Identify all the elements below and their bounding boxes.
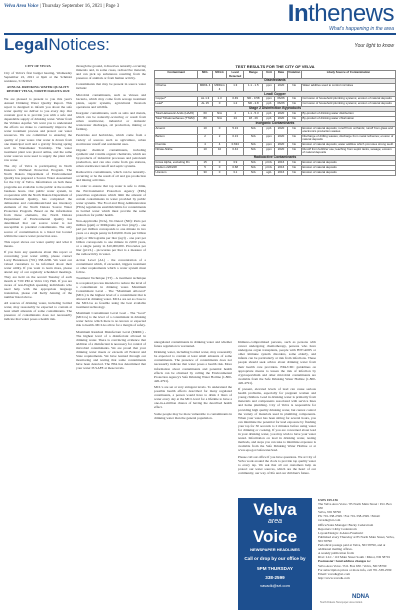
table-cell: 18 - 29: [244, 116, 263, 121]
col1-paragraph: If you have any questions about this report or concerning your water utility, please contact Larry Henderson (701) 338-2206. We want our valued customers to be informed about their water utility. If you want to learn more, please attend any of our regularly scheduled meetings. They are held on the second Tuesday of each month at 7:00 PM at Velva City Hall. If you are aware of non-English speaking individuals who need help with the appropriate language translation, please call Kelly Jenning of the number listed above.: [4, 249, 72, 299]
col2-paragraph: Inorganic contaminants, such as salts and metals, which can be naturally-occurring or result from urban stormwater, industrial or domestic wastewater discharges, oil production, mining or farming.: [76, 110, 146, 132]
col-header: MCL: [198, 71, 212, 79]
table-cell: AL 1.3: [198, 97, 212, 102]
table-cell: MRDLG 4: [214, 83, 225, 91]
usps-line: Velva, ND 58790: [318, 510, 341, 515]
table-cell: 4: [227, 111, 244, 116]
your-light-tagline: Your light to know: [354, 43, 394, 49]
usps-line: Velva Area Voice / P.O. Box 630 / Velva, ND 58790: [318, 563, 387, 568]
test-results-table: [154, 70, 396, 176]
ad-velva: Velva: [253, 500, 297, 519]
section-label: Lead/ Copper: [155, 92, 396, 97]
table-cell: Water additive used to control microbes: [301, 84, 395, 92]
table-row: [155, 126, 396, 134]
table-cell: ppm: [263, 84, 275, 92]
usps-line: Reporters: Libby Cederstrom: [318, 526, 357, 531]
col-header: Date: [275, 71, 287, 79]
section-masthead: [288, 0, 394, 28]
table-cell: ppb: [263, 126, 275, 134]
section-label: Inorganic Contaminants: [155, 121, 396, 126]
table-cell: ND - 2.8: [244, 102, 263, 107]
table-cell: N/A: [244, 147, 263, 155]
table-cell: N/A: [244, 126, 263, 134]
table-cell: 1.1 - 5.3: [244, 111, 263, 116]
table-cell: No: [287, 111, 301, 116]
table-cell: Erosion of natural deposits; runoff from orchards; runoff from glass and electronics production wastes: [301, 126, 395, 134]
table-row: [155, 84, 396, 92]
usps-line: Office/Sales Manager: Becky Cederstrom: [318, 522, 374, 527]
col1-paragraph: The city of Velva is participating in North Dakota's Wellhead Protection Program. The North Dakota Department of Environmental Quality has prepared a Source Water Assessment for the City of Velva. Information on both these programs are available to the public at the normal business hours. Our public water system, in cooperation with the North Dakota Department of Environmental Quality, has completed the delineation and contaminant/land use inventory elements of the North Dakota Source Water Protection Program. Based on the information from these elements, the North Dakota Department of Environmental Quality has determined that our source water is not susceptible to potential contaminants. The only source of contamination is a listed but located within the source water protection area.: [4, 164, 72, 238]
table-cell: No: [287, 97, 301, 102]
ad-phone: 338-2599: [265, 575, 285, 580]
table-cell: 0: [212, 102, 226, 107]
table-cell: No: [287, 165, 301, 170]
table-cell: 0.68: [227, 165, 244, 170]
table-cell: 1.2: [227, 102, 244, 107]
table-cell: Uranium: [155, 170, 198, 175]
usps-line: RGC LLC / 110 Main Street South / Minot, ND 58701: [318, 555, 391, 560]
table-cell: ppm: [263, 142, 275, 147]
table-cell: Gross Alpha, excluding Rn: [155, 160, 198, 165]
page-header: [0, 0, 400, 32]
col-header: Likely Source of Contamination: [301, 71, 395, 79]
table-cell: Corrosion of household plumbing systems; erosion of natural deposits: [301, 102, 395, 107]
table-cell: 30: [198, 170, 212, 175]
table-cell: Corrosion of household plumbing systems; erosion of natural deposits: [301, 97, 395, 102]
table-cell: 24: [227, 116, 244, 121]
usps-line: Published every Thursday at 85 North Main Street, Velva, ND 58790: [318, 534, 395, 543]
column-2: [76, 64, 146, 610]
table-cell: N/A: [244, 142, 263, 147]
table-cell: 0: [212, 126, 226, 134]
test-results-table-wrap: [154, 64, 396, 336]
table-cell: ppm: [263, 134, 275, 142]
usps-line[interactable]: Email: vavadk@srt.com: [318, 571, 350, 576]
table-cell: 0: [212, 165, 226, 170]
usps-line: Ph: 701-338-2599 / Fax 701-338-2599 / Email: vavadk@srt.com: [318, 514, 381, 523]
table-cell: By-product of drinking water chlorination: [301, 116, 395, 121]
col3-paragraph: MCL's are set at very stringent levels. To understand the possible health effects described for many regulated constituents, a person would have to drink 2 liters of water every day at the MCL level for a lifetime to have a one-in-a-million chance of having the described health effect.: [154, 384, 232, 410]
notices-word: Notices:: [48, 35, 110, 54]
col3-paragraph: Some people may be more vulnerable to contaminants in drinking water than the general population.: [154, 411, 232, 420]
table-cell: Barium: [155, 134, 198, 142]
column-4: [238, 340, 316, 495]
table-cell: pCi/L: [263, 165, 275, 170]
table-row: [155, 147, 396, 155]
table-cell: 2016: [275, 160, 287, 165]
ad-area: area: [267, 518, 282, 525]
table-cell: 2: [212, 134, 226, 142]
col1-paragraph: This report shows our water quality and what it means.: [4, 239, 72, 248]
table-cell: 2020: [275, 84, 287, 92]
table-cell: Total Trihalomethanes (TTHM): [155, 116, 198, 121]
col2-paragraph: Treatment Technique (TT) - A treatment technique is a required process intended to reduce the level of a contaminant in drinking water. Maximum Contaminant Level - The "Maximum Allowed" (MCL) is the highest level of a contaminant that is allowed in drinking water. MCLs are set as close to the MCLGs as feasible using the best available treatment technology.: [76, 276, 146, 310]
ad-deadline: 5PM THURSDAY: [257, 565, 293, 571]
table-cell: Erosion of natural deposits: [301, 160, 395, 165]
table-cell: Chlorine: [155, 84, 198, 92]
table-cell: Copper*: [155, 97, 198, 102]
table-cell: Erosion of natural deposits: [301, 170, 395, 175]
column-1: [4, 64, 72, 610]
usps-line[interactable]: http://www.vavadk.com: [318, 575, 350, 580]
table-cell: 0.44: [227, 147, 244, 155]
table-cell: Fluoride: [155, 142, 198, 147]
col2-paragraph: Non-Applicable (N/A), No Detect (ND): Parts per million (ppm) or Milligrams per liter (mg/l) - one part per million corresponds to one minute in two years or a single penny in $10,000. Parts per billion (ppb) or Micrograms per liter (ug/l) - one part per billion corresponds to one minute in 2,000 years, or a single penny in $10,000,000. Picocuries per liter (pCi/L) - picocuries per liter is a measure of the radioactivity in water.: [76, 219, 146, 256]
table-cell: N/A: [212, 116, 226, 121]
section-label: Disinfectants: [155, 79, 396, 84]
col3-paragraph: unregulated contaminants in drinking water and whether future regulation is warranted.: [154, 340, 232, 349]
table-cell: 2020: [275, 142, 287, 147]
table-cell: Runoff from fertilizer use; leaching from septic tanks, sewage; erosion of natural deposits: [301, 147, 395, 155]
table-cell: 2: [198, 134, 212, 142]
table-cell: 2020: [275, 134, 287, 142]
col2-paragraph: In order to ensure that tap water is safe to drink, the Environmental Protection Agency (EPA) prescribes regulations which limit the amount of certain contaminants in water provided by public water systems. The Food and Drug Administration (FDA) regulations establish limits for contaminants in bottled water which must provide the same protection for public health.: [76, 184, 146, 218]
table-cell: 5: [198, 165, 212, 170]
table-cell: Nitrate-Nitrite: [155, 147, 198, 155]
usps-line: USPS 019-156: [318, 498, 338, 502]
col-header: Violation: [287, 71, 301, 79]
table-cell: ug/L: [263, 170, 275, 175]
section-label: Radioactive Contaminants: [155, 155, 396, 160]
table-cell: No: [287, 126, 301, 134]
table-cell: Arsenic: [155, 126, 198, 134]
table-cell: N/A: [244, 165, 263, 170]
col-header: Contaminant: [155, 71, 198, 79]
col1-paragraph: We are pleased to present to you this year's Annual Drinking Water Quality Report. This report is designed to inform you about the safe water quality we deliver to you every day. Our constant goal is to provide you with a safe and dependable supply of drinking water. Water from the Voltaire Aquifer. We want you to understand the efforts we make to continually improve the water treatment process and protect our water resources. We are committed to ensuring the quality of your water. Our water is drawn from one municipal well and a gravity flowing spring well in Wanamaker Township. The water treatment plant was placed online, and the same water sources were used to supply the plant with raw water.: [4, 96, 72, 162]
table-cell: 4: [212, 142, 226, 147]
table-cell: 80: [198, 116, 212, 121]
col2-paragraph: Action Level (AL) - the concentration of a contaminant which, if exceeded, triggers treatment or other requirements which a water system must follow.: [76, 258, 146, 275]
paper-name: Velva Area Voice: [4, 4, 39, 9]
date-line: Velva Area Voice | Thursday September 16, 2021 | Page 3: [4, 4, 120, 9]
table-cell: ppm: [263, 97, 275, 102]
table-cell: No: [287, 147, 301, 155]
col3-paragraph: Drinking water, including bottled water, may reasonably be expected to contain at least small amounts of some contaminants. The presence of contaminants does not necessarily indicate that water poses a health risk. More information about contaminants and potential health effects can be obtained by calling the Environmental Protection Agency's Safe Drinking Water Hotline (1-800-426-4791).: [154, 350, 232, 383]
col-header: Unit: [263, 71, 275, 79]
col4-paragraph: If present, elevated levels of lead can cause serious health problems, especially for pregnant women and young children. Lead in drinking water is primarily from materials and components associated with service lines and home plumbing. City of Velva is responsible for providing high quality drinking water, but cannot control the variety of materials used in plumbing components. When your water has been sitting for several hours, you can minimize the potential for lead exposure by flushing your tap for 30 seconds to 2 minutes before using water for drinking or cooking. If you are concerned about lead in your drinking water, you may wish to have your water tested. Information on lead in drinking water, testing methods, and steps you can take to minimize exposure is available from the Safe Drinking Water Hotline or at www.epa.gov/safewater/lead.: [238, 387, 316, 453]
section-label: Stage 2 Disinfection Byproducts: [155, 106, 396, 111]
table-cell: 1.1 - 1.5: [244, 84, 263, 92]
usps-line: For subscription prices or more info, call 701-338-2599: [318, 567, 392, 572]
table-cell: MRDL 4: [198, 84, 212, 92]
table-header-row: [155, 71, 396, 79]
col-header: Level Detected: [227, 71, 244, 79]
table-cell: No: [287, 134, 301, 142]
table-cell: ppb: [263, 111, 275, 116]
legal-notices-title: [4, 35, 110, 55]
table-cell: 0.634: [227, 142, 244, 147]
col2-paragraph: Organic chemical contaminants, including synthetic and volatile organic chemicals, which are by-products of industrial processes and petroleum production, and can also come from gas stations, urban stormwater runoff and septic systems.: [76, 147, 146, 169]
table-cell: 0.49: [227, 97, 244, 102]
table-cell: ppb: [263, 116, 275, 121]
test-results-title: TEST RESULTS FOR THE CITY OF VELVA: [235, 64, 315, 69]
table-cell: ppb: [263, 102, 275, 107]
col1-paragraph: City of Velva's first budget hearing, Wednesday September 22, 2021 at 6pm at the Schmalz residence, 5/16/2021: [4, 71, 72, 84]
table-cell: 0.13: [227, 134, 244, 142]
col-header: Range: [244, 71, 263, 79]
col2-paragraph: Radioactive contaminants, which can be naturally-occurring or be the result of oil and gas production and mining activities.: [76, 170, 146, 183]
col2-paragraph: Maximum Residual Disinfectant Level (MRDL) - The highest level of a disinfectant allowed in drinking water. There is convincing evidence that addition of a disinfectant is necessary for control of microbial contaminants. We are proud that your drinking water meets or exceeds all Federal and State requirements. We have learned through our monitoring and testing that some contaminants have been detected. The EPA has determined that your water IS SAFE at these levels.: [76, 329, 146, 371]
table-cell: No: [287, 142, 301, 147]
table-cell: pCi/L: [263, 160, 275, 165]
col1-report-title: ANNUAL DRINKING WATER QUALITY REPORT VELVA, NORTH DAKOTA 2020: [6, 85, 70, 94]
table-cell: Total Haloacetic Acids (HAA5): [155, 111, 198, 116]
table-cell: 2020: [275, 147, 287, 155]
table-cell: No: [287, 102, 301, 107]
usps-line: Layout/Design: JoAnna Fruehwirt: [318, 530, 364, 535]
usps-line: The Velva Area Voice / 85 North Main Street / P.O. Box 630: [318, 502, 392, 511]
table-cell: 3.9: [227, 160, 244, 165]
ad-email[interactable]: vavadk@srt.com: [260, 582, 290, 588]
table-cell: 3.1: [227, 170, 244, 175]
ndna-logo: NDNA: [352, 594, 370, 600]
table-cell: N/A: [244, 134, 263, 142]
legal-word: Legal: [4, 35, 49, 54]
table-body: [155, 79, 396, 175]
table-cell: 60: [198, 111, 212, 116]
table-cell: 06/26: [275, 102, 287, 107]
masthead-news: thenews: [308, 0, 394, 27]
table-row: [155, 170, 396, 175]
ndna-subtitle: North Dakota Newspaper Association: [320, 601, 363, 604]
col1-paragraph: All sources of drinking water, including bottled water, may reasonably be expected to contain at least small amounts of some contaminants. The presence of contaminants does not necessarily indicate that water poses a health risk.: [4, 301, 72, 322]
ad-call: Call or drop by our office by: [244, 556, 306, 561]
usps-line: A weekly publication from:: [318, 551, 355, 556]
table-cell: Discharge of drilling wastes; discharge from metal refineries; erosion of natural deposits: [301, 134, 395, 142]
col4-paragraph: Please call our office if you have questions. We at City of Velva work around the clock to provide top quality water to every tap. We ask that all our customers help us protect our water sources, which are the heart of our community, our way of life and our children's future.: [238, 454, 316, 475]
table-cell: 0: [212, 170, 226, 175]
masthead-in: In: [287, 0, 309, 27]
table-cell: 2016: [275, 170, 287, 175]
table-cell: No: [287, 116, 301, 121]
col2-paragraph: Microbial contaminants, such as viruses and bacteria, which may come from sewage treatment plants, septic systems, agricultural livestock operations and wildlife.: [76, 92, 146, 109]
col4-paragraph: Immuno-compromised persons, such as persons with cancer undergoing chemotherapy, persons who have undergone organ transplants, people with HIV/AIDS or other immune system disorders, some elderly, and infants can be particularly at risk from infections. These people should seek advice about drinking water from their health care providers. EPA/CDC guidelines on appropriate means to lessen the risk of infection by cryptosporidium and other microbial contaminants are available from the Safe Drinking Water Hotline (1-800-426-4791).: [238, 340, 316, 385]
table-cell: Erosion of natural deposits; water additive which promotes strong teeth: [301, 142, 395, 147]
col1-heading: CITY OF VELVA: [25, 64, 51, 68]
table-cell: N/A: [212, 111, 226, 116]
table-cell: 5.13: [227, 126, 244, 134]
col2-paragraph: Maximum Contaminant Level Goal - The "Goal" (MCLG) is the level of a contaminant in drinking water below which there is no known or expected risk to health. MCLGs allow for a margin of safety.: [76, 311, 146, 328]
issue-date: Thursday September 16, 2021: [41, 4, 103, 9]
usps-line: Periodical postage paid at Velva, ND 58790, and at additional mailing offices.: [318, 543, 386, 552]
table-cell: ppm: [263, 147, 275, 155]
table-cell: Erosion of natural deposits: [301, 165, 395, 170]
table-cell: N/A: [244, 170, 263, 175]
col2-paragraph: Contaminants that may be present in source water include:: [76, 82, 146, 91]
col2-paragraph: through the ground, it dissolves naturally-occurring minerals and, in some cases, radioactive material, and can pick up substances resulting from the presence of animals or from human activity.: [76, 64, 146, 81]
table-row: [155, 134, 396, 142]
page-number: Page 3: [105, 4, 120, 9]
table-cell: 10: [212, 147, 226, 155]
table-cell: 2020: [275, 111, 287, 116]
table-cell: 1.3: [212, 97, 226, 102]
table-cell: N/A: [244, 160, 263, 165]
table-cell: 2020: [275, 126, 287, 134]
table-cell: 10: [198, 126, 212, 134]
column-3: [154, 340, 232, 610]
col-header: MCLG: [212, 71, 226, 79]
col2-paragraph: Pesticides and herbicides, which come from a variety of sources such as agriculture, urban stormwater runoff and residential uses.: [76, 133, 146, 146]
usps-line: Postmaster: Send address changes to:: [318, 559, 371, 564]
table-cell: 2020: [275, 116, 287, 121]
table-cell: Lead*: [155, 102, 198, 107]
table-cell: 06/26: [275, 97, 287, 102]
table-cell: Radium 226/228: [155, 165, 198, 170]
ad-headlines: NEWSPAPER HEADLINES: [250, 547, 300, 552]
table-cell: No: [287, 160, 301, 165]
table-cell: No: [287, 84, 301, 92]
table-cell: 4: [198, 142, 212, 147]
table-cell: 10: [198, 147, 212, 155]
table-cell: By-product of drinking water disinfection: [301, 111, 395, 116]
table-cell: AL 15: [198, 102, 212, 107]
masthead-tagline: What's happening in the area: [329, 26, 394, 32]
table-cell: No: [287, 170, 301, 175]
table-cell: 1.3: [227, 84, 244, 92]
table-cell: 15: [198, 160, 212, 165]
ad-voice: Voice: [252, 527, 298, 546]
table-cell: 0: [212, 160, 226, 165]
newspaper-ad: [238, 498, 312, 610]
table-cell: ND - 0.58: [244, 97, 263, 102]
table-cell: 2016: [275, 165, 287, 170]
